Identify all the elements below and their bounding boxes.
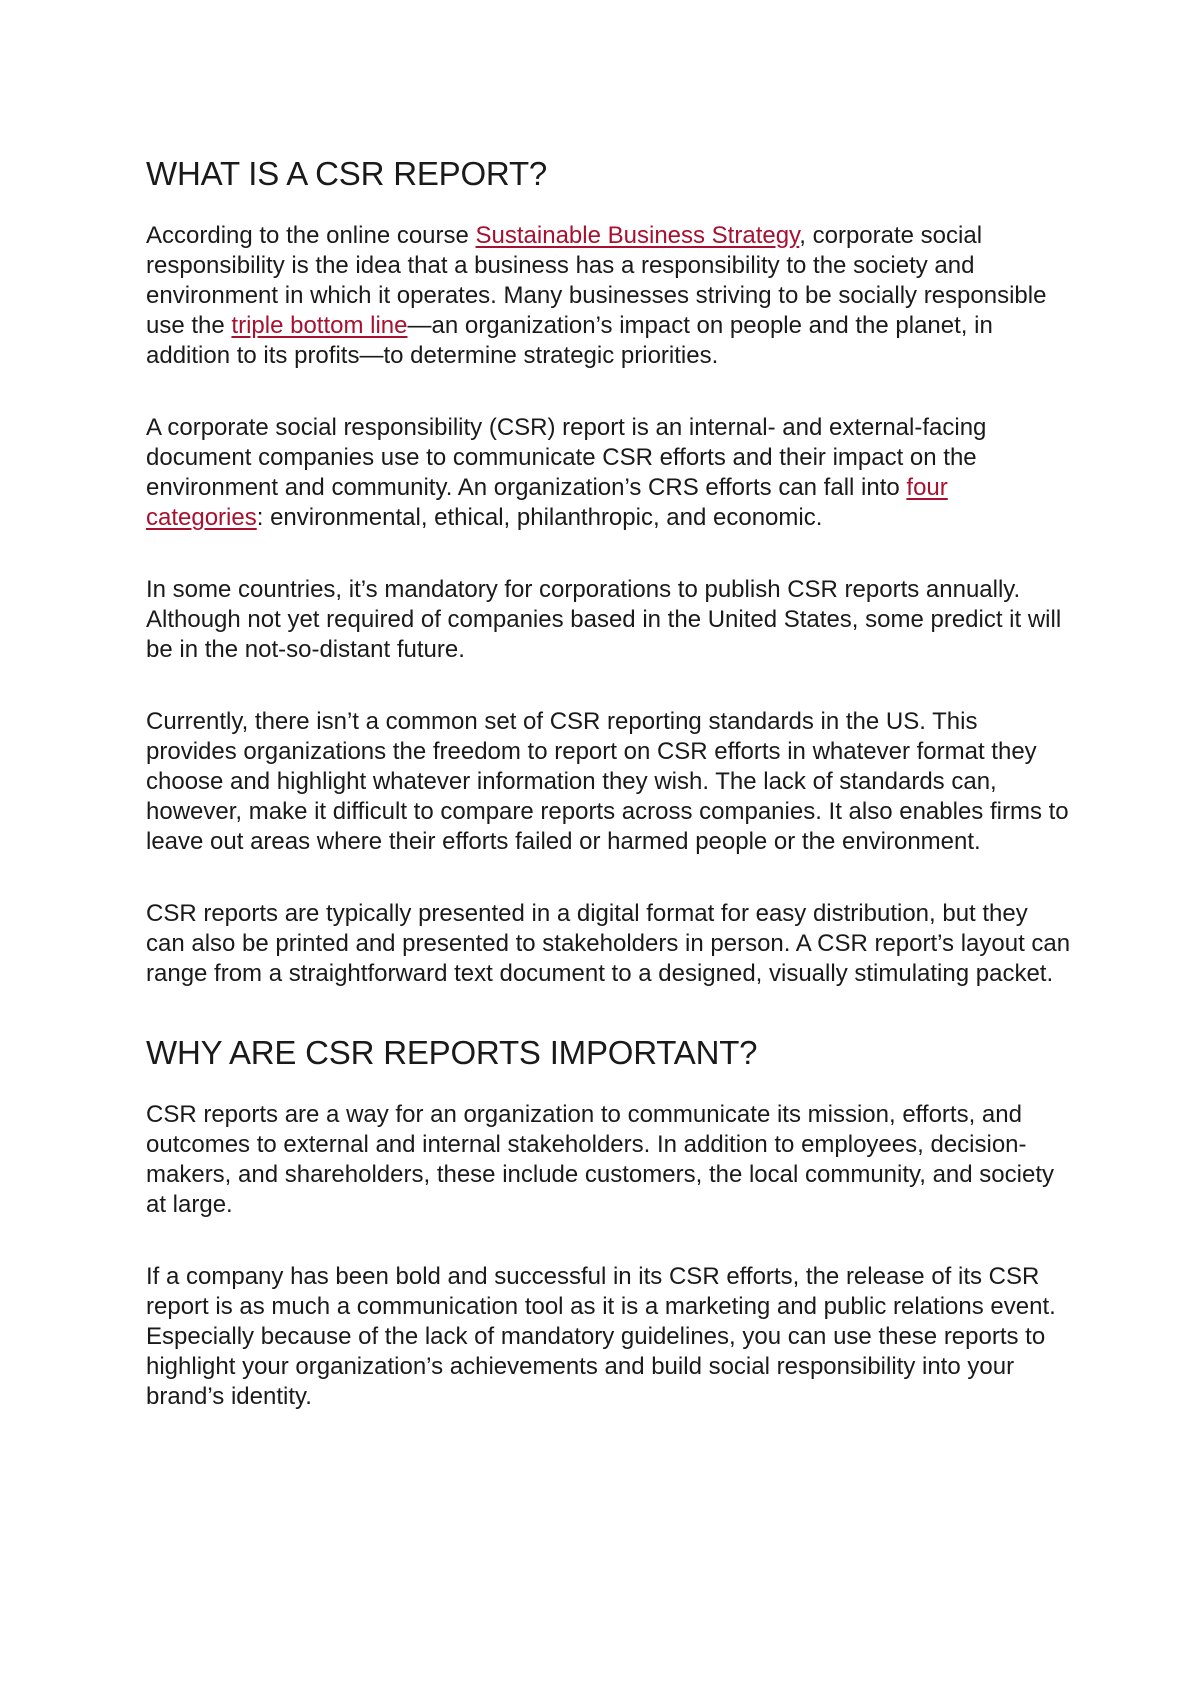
- spacer: [146, 1073, 1071, 1100]
- paragraph-text: According to the online course: [146, 222, 476, 249]
- paragraph-csr-definition: [146, 221, 1071, 371]
- paragraph-mandatory-reports: In some countries, it’s mandatory for corporations to publish CSR reports annually. Although not yet required of companies based in the United States, some predict it will be in the not-so-distant future.: [146, 576, 1062, 663]
- link-triple-bottom-line[interactable]: triple bottom line: [231, 312, 408, 339]
- paragraph-text: —an organization’s impact on people and the planet, in addition to its profits—to determine strategic priorities.: [146, 312, 993, 369]
- section-heading-what-is-csr-report: WHAT IS A CSR REPORT?: [146, 155, 548, 192]
- link-four-categories[interactable]: four categories: [146, 474, 948, 531]
- paragraph-marketing-event: If a company has been bold and successful in its CSR efforts, the release of its CSR report is as much a communication tool as it is a marketing and public relations event. Especially because of the lack of mandatory guidelines, you can use these reports to highlight your organization’s achievements and build social responsibility into your brand’s identity.: [146, 1263, 1056, 1410]
- document-page: [146, 154, 1071, 1412]
- paragraph-text: A corporate social responsibility (CSR) report is an internal- and external-facing document companies use to communicate CSR efforts and their impact on the environment and community. An organization’s CRS efforts can fall into: [146, 414, 987, 501]
- paragraph-text: : environmental, ethical, philanthropic, and economic.: [256, 504, 823, 531]
- link-sustainable-business-strategy[interactable]: Sustainable Business Strategy: [475, 222, 800, 249]
- spacer: [146, 194, 1071, 221]
- paragraph-report-formats: CSR reports are typically presented in a digital format for easy distribution, but they can also be printed and presented to stakeholders in person. A CSR report’s layout can range from a straightforward text document to a designed, visually stimulating packet.: [146, 900, 1071, 987]
- paragraph-stakeholder-communication: CSR reports are a way for an organization to communicate its mission, efforts, and outcomes to external and internal stakeholders. In addition to employees, decision-makers, and shareholders, these include customers, the local community, and society at large.: [146, 1101, 1054, 1218]
- paragraph-text: , corporate social responsibility is the idea that a business has a responsibility to the society and environment in which it operates. Many businesses striving to be socially responsible use the: [146, 222, 1047, 339]
- paragraph-reporting-standards: Currently, there isn’t a common set of CSR reporting standards in the US. This provides organizations the freedom to report on CSR efforts in whatever format they choose and highlight whatever information they wish. The lack of standards can, however, make it difficult to compare reports across companies. It also enables firms to leave out areas where their efforts failed or harmed people or the environment.: [146, 708, 1069, 855]
- section-heading-why-csr-reports-important: WHY ARE CSR REPORTS IMPORTANT?: [146, 1034, 758, 1071]
- paragraph-csr-report-definition: [146, 413, 1071, 533]
